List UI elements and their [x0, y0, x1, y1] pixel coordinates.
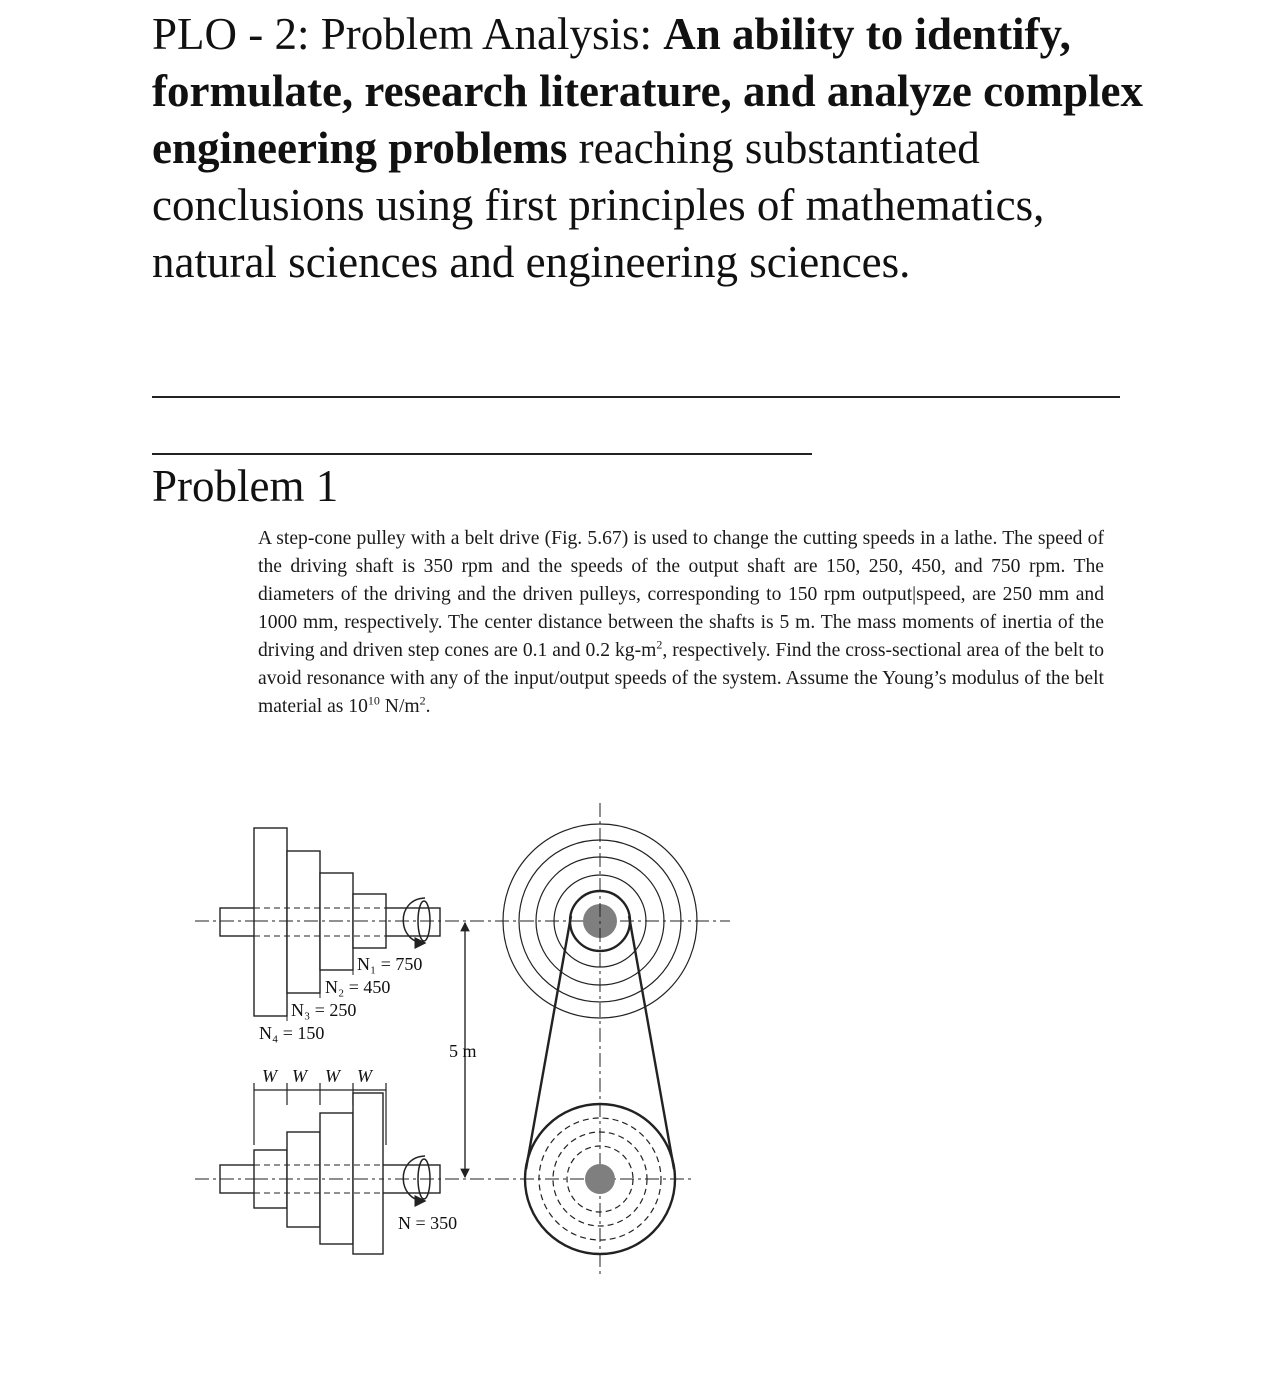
problem-title: Problem 1 — [152, 461, 339, 511]
problem-text-part-2: , respectively. Find the cross-sectional area of the belt to avoid resonance with any of the input/output speeds of the system. Assume the Young’s modulus of the belt material as 10 — [258, 640, 1104, 717]
answer-line-1 — [152, 396, 1120, 398]
w-label-2: W — [292, 1066, 307, 1086]
superscript-2: 10 — [367, 693, 380, 708]
problem-text-end: . — [425, 696, 431, 717]
label-n2: N₂ = 450 — [325, 977, 391, 997]
label-n3: N₃ = 250 — [291, 1000, 357, 1020]
plo-rest: reaching substantiated conclusions using first principles of mathematics, natural sciences and engineering sciences. — [152, 123, 1045, 287]
label-input-speed: N = 350 — [398, 1213, 458, 1233]
plo-bold-text: An ability to identify, formulate, research literature, and analyze complex engineering problems — [152, 9, 1144, 173]
answer-line-2 — [152, 453, 812, 455]
problem-text-part-3: N/m — [379, 696, 420, 717]
problem-text-part-1: A step-cone pulley with a belt drive (Fig. 5.67) is used to change the cutting speeds in a lathe. The speed of the driving shaft is 350 rpm and the speeds of the output shaft are 150, 250, 450, and 750 rpm. The diameters of the driving and the driven pulleys, corresponding to 150 rpm output|speed, are 250 mm and 1000 mm, respectively. The center distance between the shafts is 5 m. The mass moments of inertia of the driving and driven step cones are 0.1 and 0.2 kg-m — [258, 528, 1104, 661]
step-cone-pulley-figure — [185, 795, 745, 1285]
label-n4: N₄ = 150 — [259, 1023, 325, 1043]
driving-step-cone — [254, 1093, 383, 1254]
plo-statement — [152, 6, 1152, 291]
w-label-1: W — [262, 1066, 277, 1086]
superscript-1: 2 — [656, 637, 663, 652]
plo-prefix: PLO - 2: Problem Analysis: — [152, 9, 664, 59]
w-label-4: W — [357, 1066, 372, 1086]
w-label-3: W — [325, 1066, 340, 1086]
superscript-3: 2 — [419, 693, 426, 708]
driven-pulley-front-view — [503, 803, 697, 1275]
label-center-distance: 5 m — [449, 1041, 477, 1061]
label-n1: N₁ = 750 — [357, 954, 423, 974]
problem-statement — [258, 525, 1104, 721]
